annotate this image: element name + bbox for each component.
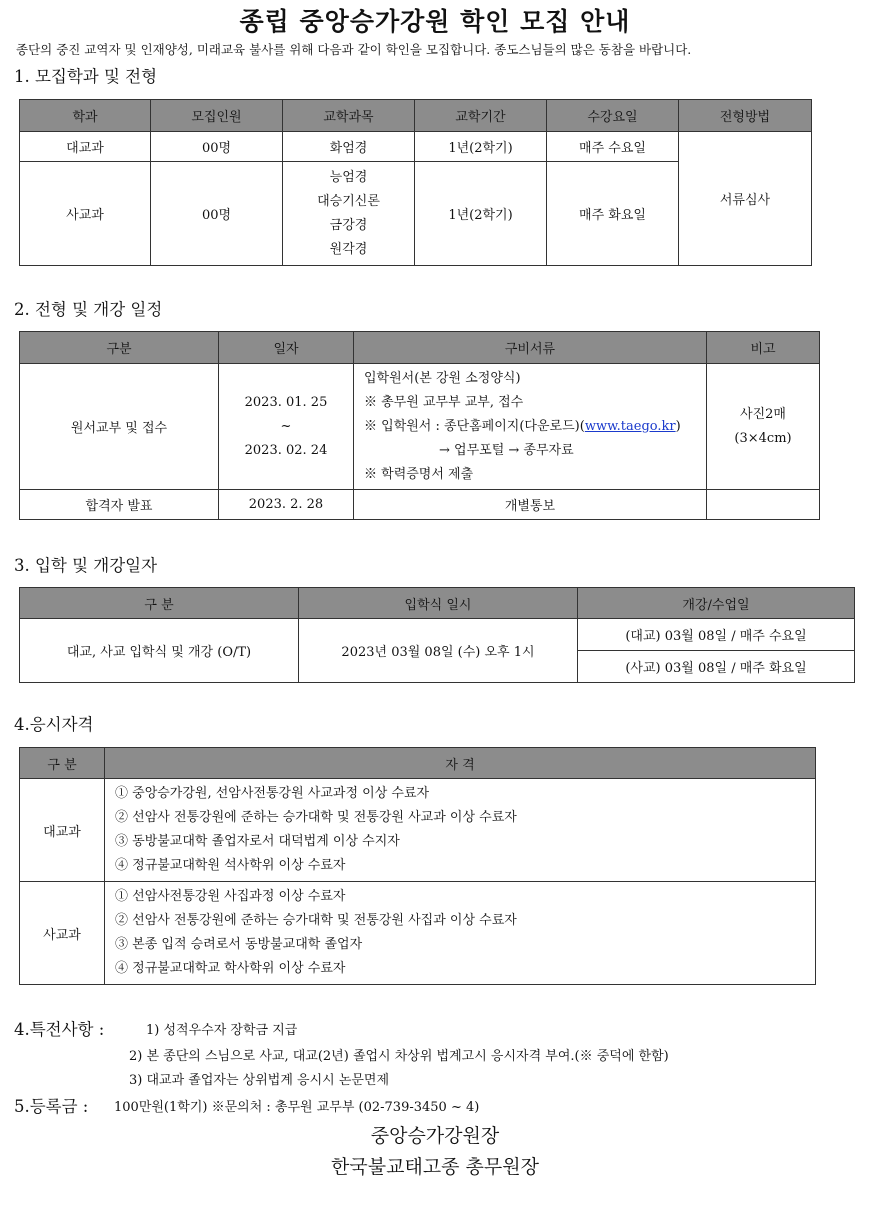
benefit-item: 1) 성적우수자 장학금 지급 [146,1023,298,1038]
note-line: 사진2매 [740,406,786,422]
qualification-cell [105,882,816,985]
table-row [20,619,855,651]
header-datetime: 입학식 일시 [299,588,578,619]
subject-item: 원각경 [329,241,368,257]
qualification-item: ③ 동방불교대학 졸업자로서 대덕법계 이상 수지자 [115,834,400,849]
section-2-heading: 2. 전형 및 개강 일정 [14,300,163,319]
date-cell: 2023. 2. 28 [219,490,354,520]
subject-cell [283,162,415,266]
section-1-heading: 1. 모집학과 및 전형 [14,67,158,86]
table-row [20,779,816,882]
date-start: 2023. 01. 25 [244,394,328,410]
table-row [20,490,820,520]
date-end: 2023. 02. 24 [244,442,328,458]
table-row [20,364,820,490]
period-cell: 1년(2학기) [415,162,547,266]
docs-cell [354,364,707,490]
header-kind: 구 분 [20,748,105,779]
method-cell: 서류심사 [679,132,812,266]
doc-line [364,415,702,439]
start-cell: (대교) 03월 08일 / 매주 수요일 [578,619,855,651]
doc-line: ※ 총무원 교무부 교부, 접수 [364,394,524,410]
qualification-item: ② 선암사 전통강원에 준하는 승가대학 및 전통강원 사교과 이상 수료자 [115,810,517,825]
doc-line: → 업무포털 → 종무자료 [439,442,574,458]
header-docs: 구비서류 [354,332,707,364]
kind-cell: 원서교부 및 접수 [20,364,219,490]
header-period: 교학기간 [415,100,547,132]
subject-item: 금강경 [329,217,368,233]
header-start: 개강/수업일 [578,588,855,619]
qualification-item: ② 선암사 전통강원에 준하는 승가대학 및 전통강원 사집과 이상 수료자 [115,913,517,928]
doc-line: ※ 학력증명서 제출 [364,466,474,482]
date-tilde: ~ [280,418,292,434]
count-cell: 00명 [151,132,283,162]
dept-cell: 사교과 [20,162,151,266]
start-cell: (사교) 03월 08일 / 매주 화요일 [578,651,855,683]
dept-cell: 대교과 [20,132,151,162]
header-dept: 학과 [20,100,151,132]
subject-cell: 화엄경 [283,132,415,162]
day-cell: 매주 화요일 [547,162,679,266]
doc-line: 입학원서(본 강원 소정양식) [364,370,521,386]
kind-cell: 대교과 [20,779,105,882]
note-cell [707,490,820,520]
subject-item: 대승기신론 [317,193,380,209]
qualification-item: ④ 정규불교대학교 학사학위 이상 수료자 [115,961,346,976]
fee-text: 100만원(1학기) ※문의처 : 총무원 교무부 (02-739-3450 ~ 4) [114,1100,480,1115]
homepage-link[interactable]: www.taego.kr [584,418,676,434]
recruit-table [19,99,812,266]
qualification-item: ④ 정규불교대학원 석사학위 이상 수료자 [115,858,346,873]
opening-table [19,587,855,683]
note-line: (3×4cm) [734,430,792,446]
qualification-item: ① 중앙승가강원, 선암사전통강원 사교과정 이상 수료자 [115,786,430,801]
header-method: 전형방법 [679,100,812,132]
kind-cell: 대교, 사교 입학식 및 개강 (O/T) [20,619,299,683]
header-qualification: 자 격 [105,748,816,779]
day-cell: 매주 수요일 [547,132,679,162]
header-kind: 구분 [20,332,219,364]
header-count: 모집인원 [151,100,283,132]
section-4-heading: 4.응시자격 [14,715,94,734]
benefit-item: 3) 대교과 졸업자는 상위법계 응시시 논문면제 [129,1073,390,1088]
doc-text: ※ 입학원서 : 종단홈페이지(다운로드)( [364,418,585,434]
table-row [20,132,812,162]
intro-text: 종단의 중진 교역자 및 인재양성, 미래교육 불사를 위해 다음과 같이 학인을 모집합니다. 종도스님들의 많은 동참을 바랍니다. [16,42,692,57]
qualification-item: ① 선암사전통강원 사집과정 이상 수료자 [115,889,346,904]
header-day: 수강요일 [547,100,679,132]
date-cell [219,364,354,490]
datetime-cell: 2023년 03월 08일 (수) 오후 1시 [299,619,578,683]
count-cell: 00명 [151,162,283,266]
qualification-table [19,747,816,985]
header-note: 비고 [707,332,820,364]
period-cell: 1년(2학기) [415,132,547,162]
benefit-item: 2) 본 종단의 스님으로 사교, 대교(2년) 졸업시 차상위 법계고시 응시자격 부여.(※ 중덕에 한함) [129,1049,669,1064]
docs-cell: 개별통보 [354,490,707,520]
fee-heading: 5.등록금 : [14,1097,89,1116]
note-cell [707,364,820,490]
qualification-cell [105,779,816,882]
doc-text: ) [675,418,681,434]
signature-president: 한국불교태고종 총무원장 [331,1156,539,1178]
header-subject: 교학과목 [283,100,415,132]
subject-item: 능엄경 [329,169,368,185]
header-kind: 구 분 [20,588,299,619]
schedule-table [19,331,820,520]
kind-cell: 사교과 [20,882,105,985]
benefits-heading: 4.특전사항 : [14,1020,105,1039]
page-title: 종립 중앙승가강원 학인 모집 안내 [239,7,631,36]
table-row [20,882,816,985]
kind-cell: 합격자 발표 [20,490,219,520]
qualification-item: ③ 본종 입적 승려로서 동방불교대학 졸업자 [115,937,363,952]
section-3-heading: 3. 입학 및 개강일자 [14,556,158,575]
signature-principal: 중앙승가강원장 [370,1125,500,1147]
header-date: 일자 [219,332,354,364]
